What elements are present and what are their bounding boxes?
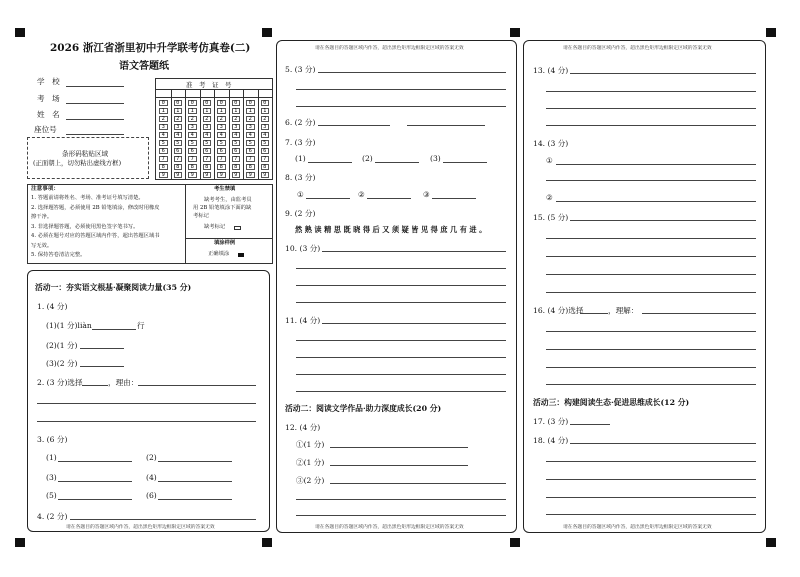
- q11-label: 11. (4 分): [285, 316, 321, 325]
- exam-id-bubble[interactable]: 9: [246, 172, 255, 178]
- q16-reason-line[interactable]: [642, 313, 756, 314]
- q13-field[interactable]: [570, 73, 756, 74]
- page-title: 2026 浙江省浙里初中升学联考仿真卷(二): [50, 42, 251, 54]
- q11-field[interactable]: [322, 323, 506, 324]
- q8-item-2: ②: [358, 190, 365, 199]
- q3-field-4[interactable]: [158, 481, 232, 482]
- exam-id-bubble[interactable]: 1: [261, 108, 270, 114]
- q11-line[interactable]: [296, 357, 506, 358]
- timing-mark: [766, 28, 776, 37]
- exam-id-bubble[interactable]: 8: [203, 164, 212, 170]
- q8-label: 8. (3 分): [285, 173, 316, 182]
- q4-label: 4. (2 分): [37, 512, 68, 521]
- seat-field[interactable]: [66, 134, 124, 135]
- q17-label: 17. (3 分): [533, 417, 569, 426]
- exam-id-bubble[interactable]: 8: [246, 164, 255, 170]
- answer-panel-3: [523, 40, 766, 533]
- absent-text-3: 考标记: [193, 213, 209, 219]
- notes-box: [27, 184, 273, 264]
- q15-label: 15. (5 分): [533, 213, 569, 222]
- exam-id-bubble[interactable]: 0: [232, 100, 241, 106]
- q12-line[interactable]: [296, 499, 506, 500]
- timing-mark: [766, 538, 776, 547]
- room-label: 考 场: [37, 94, 60, 103]
- absent-mark-label: 缺考标记: [204, 224, 226, 230]
- q15-line[interactable]: [546, 274, 756, 275]
- exam-id-bubble[interactable]: 0: [217, 100, 226, 106]
- exam-id-bubble[interactable]: 3: [188, 124, 197, 130]
- exam-id-bubble[interactable]: 8: [261, 164, 270, 170]
- exam-id-bubble[interactable]: 3: [174, 124, 183, 130]
- q3-field-5[interactable]: [58, 499, 132, 500]
- q16-label: 16. (4 分)选择: [533, 306, 584, 315]
- q3-item-1: (1): [46, 453, 57, 462]
- exam-id-bubble[interactable]: 6: [217, 148, 226, 154]
- q1-1-label: (1)(1 分)liàn: [46, 321, 92, 330]
- timing-mark: [15, 28, 25, 37]
- exam-id-bubble[interactable]: 1: [232, 108, 241, 114]
- q10-label: 10. (3 分): [285, 244, 321, 253]
- exam-id-bubble[interactable]: 4: [232, 132, 241, 138]
- exam-id-bubble[interactable]: 2: [174, 116, 183, 122]
- exam-id-bubble[interactable]: 8: [174, 164, 183, 170]
- exam-id-bubble[interactable]: 6: [174, 148, 183, 154]
- exam-id-bubble[interactable]: 8: [217, 164, 226, 170]
- exam-id-bubble[interactable]: 4: [261, 132, 270, 138]
- exam-id-bubble[interactable]: 6: [159, 148, 168, 154]
- q18-field[interactable]: [570, 443, 756, 444]
- exam-id-bubble[interactable]: 3: [232, 124, 241, 130]
- exam-id-bubble[interactable]: 2: [217, 116, 226, 122]
- exam-id-bubble[interactable]: 7: [217, 156, 226, 162]
- q15-line[interactable]: [546, 256, 756, 257]
- exam-id-bubble[interactable]: 5: [188, 140, 197, 146]
- q16-reason-label: ，理解：: [608, 306, 639, 315]
- exam-id-bubble[interactable]: 4: [188, 132, 197, 138]
- exam-id-bubble[interactable]: 7: [188, 156, 197, 162]
- exam-id-bubble[interactable]: 0: [188, 100, 197, 106]
- exam-id-bubble[interactable]: 7: [174, 156, 183, 162]
- q14-item-2: ②: [546, 193, 553, 202]
- absent-text-2: 用 2B 铅笔填涂下面的缺: [193, 205, 252, 211]
- exam-id-bubble[interactable]: 6: [203, 148, 212, 154]
- footer-note-3: 请在各题目的答题区域内作答，超出黑色矩形边框限定区域的答案无效: [563, 525, 712, 530]
- exam-id-bubble[interactable]: 6: [246, 148, 255, 154]
- notes-item: 擦干净。: [31, 214, 53, 220]
- header-note-2: 请在各题目的答题区域内作答，超出黑色矩形边框限定区域的答案无效: [315, 46, 464, 51]
- q18-line[interactable]: [546, 461, 756, 462]
- exam-id-bubble[interactable]: 8: [232, 164, 241, 170]
- q2-answer-line[interactable]: [37, 403, 256, 404]
- section-1-title: 活动一：夯实语文根基·凝聚阅读力量(35 分): [35, 283, 192, 292]
- exam-id-bubble[interactable]: 2: [159, 116, 168, 122]
- q7-field-3[interactable]: [443, 162, 487, 163]
- q9-label: 9. (2 分): [285, 209, 316, 218]
- exam-id-bubble[interactable]: 4: [159, 132, 168, 138]
- exam-id-bubble[interactable]: 9: [232, 172, 241, 178]
- q18-line[interactable]: [546, 497, 756, 498]
- q11-line[interactable]: [296, 340, 506, 341]
- exam-id-bubble[interactable]: 4: [217, 132, 226, 138]
- exam-id-bubble[interactable]: 1: [174, 108, 183, 114]
- q9-text: 然 熟 读 精 思 既 晓 得 后 又 须 疑 皆 见 得 庶 几 有 进 。: [295, 225, 487, 234]
- q3-item-2: (2): [146, 453, 157, 462]
- exam-id-grid: [155, 78, 273, 180]
- absent-text-1: 缺考考生，由监考员: [204, 197, 252, 203]
- seat-label: 座位号: [34, 125, 57, 134]
- exam-id-bubble[interactable]: 8: [159, 164, 168, 170]
- barcode-line1: 条形码粘贴区域: [62, 150, 109, 158]
- q16-line[interactable]: [546, 349, 756, 350]
- q5-line[interactable]: [296, 89, 506, 90]
- exam-id-bubble[interactable]: 1: [159, 108, 168, 114]
- exam-id-bubble[interactable]: 2: [188, 116, 197, 122]
- exam-id-bubble[interactable]: 7: [203, 156, 212, 162]
- exam-id-bubble[interactable]: 4: [174, 132, 183, 138]
- absent-checkbox[interactable]: [234, 226, 241, 230]
- exam-id-bubble[interactable]: 3: [159, 124, 168, 130]
- q6-field-2[interactable]: [407, 125, 485, 126]
- q3-field-2[interactable]: [158, 461, 232, 462]
- q3-field-1[interactable]: [58, 461, 132, 462]
- exam-id-bubble[interactable]: 5: [217, 140, 226, 146]
- q8-field-2[interactable]: [367, 198, 411, 199]
- exam-id-bubble[interactable]: 5: [232, 140, 241, 146]
- exam-id-bubble[interactable]: 0: [174, 100, 183, 106]
- q5-line[interactable]: [296, 106, 506, 107]
- q2-choice-field[interactable]: [82, 385, 108, 386]
- q1-label: 1. (4 分): [37, 302, 68, 311]
- timing-mark: [510, 28, 520, 37]
- exam-id-bubble[interactable]: 0: [203, 100, 212, 106]
- name-field[interactable]: [66, 119, 124, 120]
- notes-title: 注意事项：: [31, 186, 59, 192]
- fill-example-mark: [238, 253, 244, 257]
- q7-item-3: (3): [430, 154, 441, 163]
- exam-id-bubble[interactable]: 5: [174, 140, 183, 146]
- exam-id-bubble[interactable]: 7: [261, 156, 270, 162]
- exam-id-bubble[interactable]: 6: [188, 148, 197, 154]
- q12-item-1: ①(1 分): [296, 440, 325, 449]
- q14-field-1[interactable]: [556, 164, 756, 165]
- exam-id-bubble[interactable]: 9: [188, 172, 197, 178]
- q2-reason-line[interactable]: [138, 385, 256, 386]
- q13-label: 13. (4 分): [533, 66, 569, 75]
- absent-title: 考生禁填: [214, 186, 236, 192]
- exam-id-bubble[interactable]: 2: [203, 116, 212, 122]
- exam-id-bubble[interactable]: 5: [246, 140, 255, 146]
- timing-mark: [262, 28, 272, 37]
- timing-mark: [262, 538, 272, 547]
- q14-item-1: ①: [546, 156, 553, 165]
- barcode-line2: (正面朝上，切勿粘出虚线方框): [33, 159, 122, 167]
- q1-2-field[interactable]: [80, 348, 124, 349]
- exam-id-bubble[interactable]: 1: [203, 108, 212, 114]
- exam-id-bubble[interactable]: 3: [261, 124, 270, 130]
- page-subtitle: 语文答题纸: [119, 61, 169, 72]
- exam-id-bubble[interactable]: 8: [188, 164, 197, 170]
- exam-id-bubble[interactable]: 5: [261, 140, 270, 146]
- q12-field-2[interactable]: [330, 465, 468, 466]
- exam-id-bubble[interactable]: 9: [217, 172, 226, 178]
- q6-label: 6. (2 分): [285, 118, 316, 127]
- exam-id-bubble[interactable]: 5: [203, 140, 212, 146]
- q14-label: 14. (3 分): [533, 139, 569, 148]
- q7-item-1: (1): [295, 154, 306, 163]
- q16-choice-field[interactable]: [580, 313, 608, 314]
- section-2-title: 活动二：阅读文学作品·助力深度成长(20 分): [285, 404, 442, 413]
- exam-id-bubble[interactable]: 9: [261, 172, 270, 178]
- q16-line[interactable]: [546, 331, 756, 332]
- q7-label: 7. (3 分): [285, 138, 316, 147]
- room-field[interactable]: [66, 103, 124, 104]
- q3-item-6: (6): [146, 491, 157, 500]
- notes-item: 3. 非选择题答题，必须使用黑色签字笔书写。: [31, 223, 139, 230]
- exam-id-bubble[interactable]: 1: [217, 108, 226, 114]
- q4-field[interactable]: [70, 519, 256, 520]
- exam-id-bubble[interactable]: 7: [232, 156, 241, 162]
- exam-id-bubble[interactable]: 9: [203, 172, 212, 178]
- q11-line[interactable]: [296, 391, 506, 392]
- q1-3-field[interactable]: [80, 366, 124, 367]
- q3-item-4: (4): [146, 473, 157, 482]
- q2-label: 2. (3 分)选择: [37, 378, 83, 387]
- exam-id-bubble[interactable]: 7: [246, 156, 255, 162]
- q12-label: 12. (4 分): [285, 423, 321, 432]
- q18-label: 18. (4 分): [533, 436, 569, 445]
- exam-id-title: 准 考 证 号: [186, 81, 232, 89]
- q13-line[interactable]: [546, 91, 756, 92]
- q16-line[interactable]: [546, 367, 756, 368]
- q1-1-end: 行: [137, 321, 145, 330]
- timing-mark: [15, 538, 25, 547]
- q3-label: 3. (6 分): [37, 435, 68, 444]
- q7-field-2[interactable]: [375, 162, 419, 163]
- exam-id-bubble[interactable]: 3: [246, 124, 255, 130]
- q1-3-label: (3)(2 分): [46, 359, 78, 368]
- q10-line[interactable]: [296, 285, 506, 286]
- q8-field-1[interactable]: [306, 198, 350, 199]
- exam-id-bubble[interactable]: 4: [246, 132, 255, 138]
- exam-id-bubble[interactable]: 1: [188, 108, 197, 114]
- exam-id-bubble[interactable]: 2: [232, 116, 241, 122]
- q18-line[interactable]: [546, 514, 756, 515]
- notes-item: 写无效。: [31, 242, 53, 249]
- q14-line[interactable]: [546, 180, 756, 181]
- fill-example-label: 正确填涂: [208, 251, 230, 257]
- exam-id-bubble[interactable]: 0: [246, 100, 255, 106]
- q12-field-1[interactable]: [330, 447, 468, 448]
- q12-item-3: ③(2 分): [296, 476, 325, 485]
- footer-note-2: 请在各题目的答题区域内作答，超出黑色矩形边框限定区域的答案无效: [315, 525, 464, 530]
- q7-field-1[interactable]: [308, 162, 352, 163]
- exam-id-bubble[interactable]: 9: [174, 172, 183, 178]
- notes-item: 2. 选择题答题，必须使用 2B 铅笔填涂，修改时用橡皮: [31, 204, 160, 211]
- q13-line[interactable]: [546, 108, 756, 109]
- q11-line[interactable]: [296, 374, 506, 375]
- exam-id-bubble[interactable]: 6: [232, 148, 241, 154]
- notes-item: 4. 必须在题号对应的答题区域内作答，超出答题区域书: [31, 233, 160, 239]
- exam-id-bubble[interactable]: 0: [261, 100, 270, 106]
- q3-field-3[interactable]: [58, 481, 132, 482]
- q15-line[interactable]: [546, 292, 756, 293]
- q12-item-2: ②(1 分): [296, 458, 325, 467]
- q1-1-field[interactable]: [92, 329, 136, 330]
- q17-field[interactable]: [570, 424, 610, 425]
- q8-item-1: ①: [297, 190, 304, 199]
- q10-line[interactable]: [296, 268, 506, 269]
- exam-id-bubble[interactable]: 7: [159, 156, 168, 162]
- q13-line[interactable]: [546, 125, 756, 126]
- q6-field-1[interactable]: [318, 125, 390, 126]
- q8-item-3: ③: [423, 190, 430, 199]
- q3-item-3: (3): [46, 473, 57, 482]
- q10-field[interactable]: [322, 251, 506, 252]
- q15-line[interactable]: [546, 238, 756, 239]
- exam-id-bubble[interactable]: 2: [261, 116, 270, 122]
- q16-line[interactable]: [546, 384, 756, 385]
- section-3-title: 活动三：构建阅读生态·促进思维成长(12 分): [533, 398, 690, 407]
- exam-id-bubble[interactable]: 2: [246, 116, 255, 122]
- school-field[interactable]: [66, 86, 124, 87]
- q1-2-label: (2)(1 分): [46, 341, 78, 350]
- exam-id-bubble[interactable]: 0: [159, 100, 168, 106]
- q14-field-2[interactable]: [556, 201, 756, 202]
- exam-id-bubble[interactable]: 3: [203, 124, 212, 130]
- q12-line[interactable]: [296, 515, 506, 516]
- q18-line[interactable]: [546, 479, 756, 480]
- exam-id-bubble[interactable]: 5: [159, 140, 168, 146]
- q15-field[interactable]: [570, 220, 756, 221]
- exam-id-bubble[interactable]: 9: [159, 172, 168, 178]
- q7-item-2: (2): [362, 154, 373, 163]
- barcode-area: [27, 137, 149, 179]
- q3-field-6[interactable]: [158, 499, 232, 500]
- school-label: 学 校: [37, 77, 60, 86]
- exam-id-bubble[interactable]: 1: [246, 108, 255, 114]
- exam-id-bubble[interactable]: 4: [203, 132, 212, 138]
- fill-example-title: 填涂样例: [214, 240, 236, 246]
- name-label: 姓 名: [37, 110, 60, 119]
- q3-item-5: (5): [46, 491, 57, 500]
- notes-item: 1. 答题前请将姓名、考场、准考证号填写清楚。: [31, 195, 144, 201]
- notes-item: 5. 保持答卷清洁完整。: [31, 252, 86, 258]
- header-note-3: 请在各题目的答题区域内作答，超出黑色矩形边框限定区域的答案无效: [563, 46, 712, 51]
- q12-field-3[interactable]: [330, 483, 506, 484]
- q2-answer-line[interactable]: [37, 421, 256, 422]
- q8-field-3[interactable]: [432, 198, 476, 199]
- q10-line[interactable]: [296, 302, 506, 303]
- footer-note-1: 请在各题目的答题区域内作答，超出黑色矩形边框限定区域的答案无效: [66, 525, 215, 530]
- timing-mark: [510, 538, 520, 547]
- exam-id-bubble[interactable]: 3: [217, 124, 226, 130]
- q5-label: 5. (3 分): [285, 65, 316, 74]
- q5-field[interactable]: [318, 72, 506, 73]
- exam-id-bubble[interactable]: 6: [261, 148, 270, 154]
- q2-reason-label: ，理由：: [108, 378, 139, 387]
